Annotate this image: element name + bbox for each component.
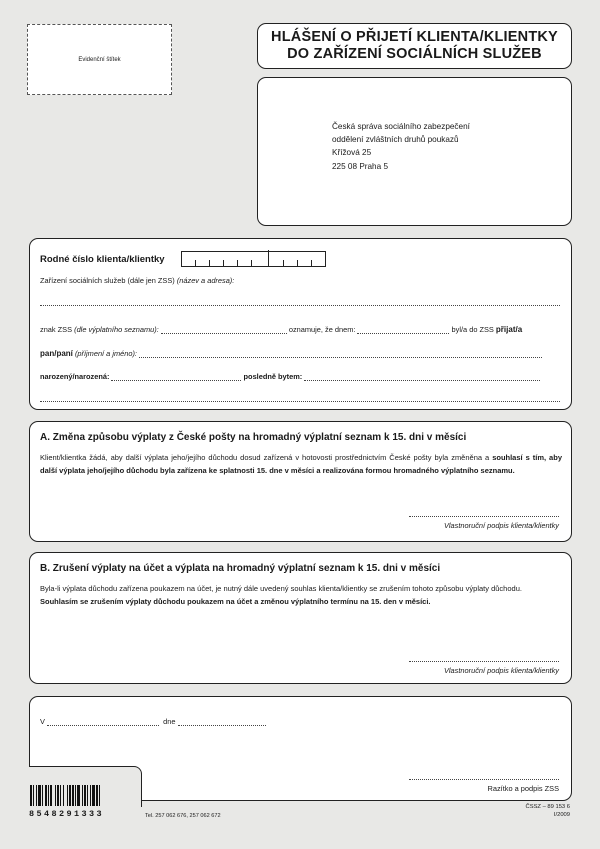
address-line-2: oddělení zvláštních druhů poukazů [332, 135, 459, 145]
address-line-1: Česká správa sociálního zabezpečení [332, 122, 470, 131]
address-line-4: 225 08 Praha 5 [332, 161, 388, 171]
narozeny-label: narozený/narozená: [40, 372, 110, 381]
barcode-bar [90, 785, 91, 806]
section-a-title: A. Změna způsobu výplaty z České pošty na hromadný výplatní seznam k 15. dni v měsíci [40, 432, 467, 443]
rc-tick [209, 260, 210, 266]
zss-address-field[interactable] [40, 305, 560, 306]
recipient-address [332, 120, 470, 173]
rodne-cislo-input[interactable] [181, 251, 326, 267]
section-b-text [40, 583, 562, 608]
barcode-bar [92, 785, 95, 806]
pan-pani-label: pan/paní [40, 349, 73, 358]
bytem-label: posledně bytem: [243, 372, 303, 381]
barcode-bar [48, 785, 49, 806]
barcode-bar [38, 785, 41, 806]
barcode-bar [67, 785, 68, 806]
barcode-bar [60, 785, 61, 806]
dne-label: dne [163, 717, 176, 726]
barcode-bar [87, 785, 88, 806]
title-box [257, 23, 572, 69]
section-a-text [40, 452, 562, 477]
znak-field[interactable] [161, 325, 287, 334]
place-field[interactable] [47, 717, 159, 726]
barcode-bar [36, 785, 37, 806]
place-date-line [40, 717, 266, 726]
zss-line [40, 276, 234, 285]
address-box [257, 77, 572, 226]
dnem-field[interactable] [357, 325, 449, 334]
rc-tick [237, 260, 238, 266]
section-b-text-bold: Souhlasím se zrušením výplaty důchodu poukazem na účet a změnou výplatního termínu na 15. den v měsíci. [40, 596, 431, 606]
znak-label: znak ZSS [40, 325, 73, 334]
barcode-bar [72, 785, 74, 806]
evidencni-stitek-box [27, 24, 172, 95]
form-version: I/2009 [553, 812, 570, 818]
barcode-bar [96, 785, 98, 806]
stamp-signature-field[interactable] [409, 779, 559, 780]
section-b-box [29, 552, 572, 684]
barcode-bar [84, 785, 86, 806]
barcode-bar [42, 785, 43, 806]
barcode-bar [30, 785, 32, 806]
prijat-label: přijat/a [495, 325, 523, 334]
rc-tick [195, 260, 196, 266]
section-b-signature-field[interactable] [409, 661, 559, 662]
birth-field[interactable] [111, 372, 241, 381]
rodne-cislo-label: Rodné číslo klienta/klientky [40, 254, 165, 265]
evidencni-stitek-label: Evidenční štítek [78, 56, 121, 63]
rc-tick [251, 260, 252, 266]
form-code [526, 803, 570, 819]
barcode-bar [69, 785, 71, 806]
barcode-bar [57, 785, 59, 806]
barcode-bar [82, 785, 83, 806]
rc-tick [283, 260, 284, 266]
pan-hint: (příjmení a jméno): [74, 349, 137, 358]
section-a-text-bold: souhlasí s tím, aby další výplata jeho/jejího důchodu byla zařízena ke splatnosti 15. dne v měsíci a realizována formou hromadného výplatního seznamu. [40, 453, 562, 475]
byl-a-label: byl/a do ZSS [451, 325, 494, 334]
zss-hint: (název a adresa): [176, 276, 235, 285]
barcode-bar [75, 785, 76, 806]
rc-tick [311, 260, 312, 266]
pan-line [40, 349, 542, 358]
telephone: Tel. 257 062 676, 257 062 672 [145, 813, 221, 819]
section-b-text-normal: Byla-li výplata důchodu zařízena poukazem na účet, je nutný dále uvedený souhlas klienta/klientky se zrušením tohoto způsobu výplaty důchodu. [40, 584, 522, 593]
title-line-2: DO ZAŘÍZENÍ SOCIÁLNÍCH SLUŽEB [287, 46, 542, 62]
rc-tick [297, 260, 298, 266]
barcode-bar [99, 785, 100, 806]
address-field[interactable] [304, 372, 540, 381]
form-code-number: ČSSZ – 89 153 6 [525, 804, 570, 810]
title-line-1: HLÁŠENÍ O PŘIJETÍ KLIENTA/KLIENTKY [271, 29, 558, 45]
address-field-2[interactable] [40, 401, 560, 402]
barcode-number: 8548291333 [29, 809, 105, 819]
section-b-signature-label: Vlastnoruční podpis klienta/klientky [443, 666, 559, 675]
form-title [258, 29, 571, 63]
znak-hint: (dle výplatního seznamu): [74, 325, 159, 334]
zss-label: Zařízení sociálních služeb (dále jen ZSS) [40, 276, 175, 285]
section-a-signature-field[interactable] [409, 516, 559, 517]
client-info-box [29, 238, 572, 410]
date-field[interactable] [178, 717, 266, 726]
barcode-bar [45, 785, 47, 806]
rc-tick [223, 260, 224, 266]
barcode-bar [33, 785, 34, 806]
section-a-text-normal: Klient/klientka žádá, aby další výplata jeho/jejího důchodu dosud zařízená v hotovosti prostřednictvím České pošty byla změněna a [40, 453, 490, 462]
znak-line [40, 325, 522, 334]
section-b-title: B. Zrušení výplaty na účet a výplata na hromadný výplatní seznam k 15. dni v měsíci [40, 563, 441, 574]
narozeny-line [40, 372, 540, 381]
barcode-bar [55, 785, 56, 806]
barcode-bar [50, 785, 52, 806]
oznamuje-label: oznamuje, že dnem: [288, 325, 356, 334]
razitko-label: Razítko a podpis ZSS [487, 784, 559, 793]
barcode-bar [63, 785, 64, 806]
rc-separator [268, 250, 269, 266]
section-a-box [29, 421, 572, 542]
section-a-signature-label: Vlastnoruční podpis klienta/klientky [443, 521, 559, 530]
v-label: V [40, 717, 45, 726]
address-line-3: Křížová 25 [332, 148, 372, 158]
barcode-bar [77, 785, 80, 806]
name-field[interactable] [139, 349, 542, 358]
